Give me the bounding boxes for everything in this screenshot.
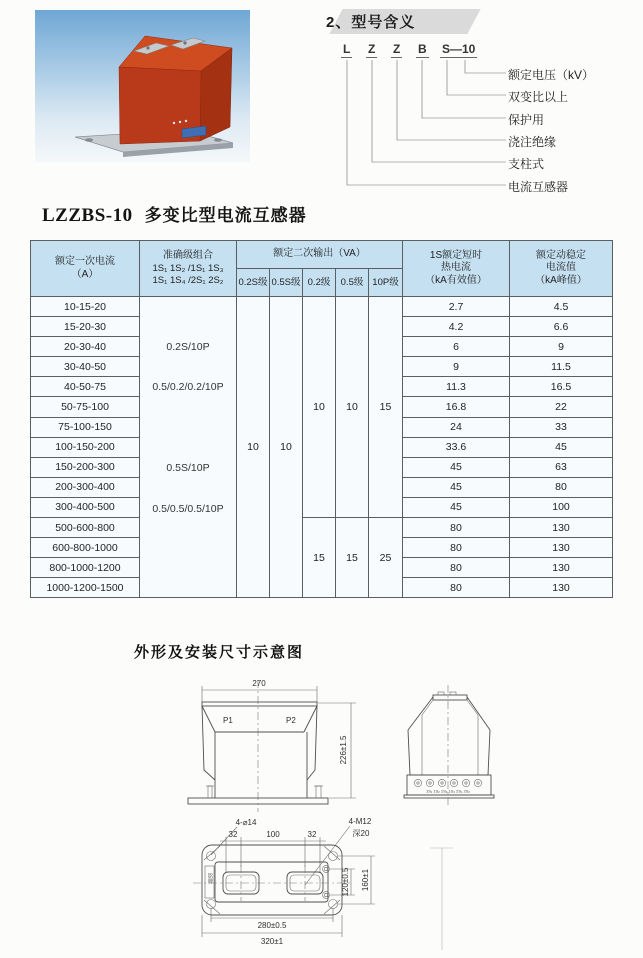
cell-dynamic-current: 130 <box>510 518 613 538</box>
side-view-drawing <box>392 680 507 810</box>
table-row <box>31 297 613 317</box>
label-rated-voltage: 额定电压（kV） <box>508 68 595 82</box>
drawing-title: 外形及安装尺寸示意图 <box>134 644 305 661</box>
cell-dynamic-current: 130 <box>510 578 613 598</box>
nameplate-label: 铭牌 <box>206 873 213 884</box>
secondary-terminal <box>185 120 187 122</box>
label-protection: 保护用 <box>508 113 545 127</box>
cell-primary-current: 15-20-30 <box>31 317 140 337</box>
dim-corner-holes: 4-⌀14 <box>235 818 257 827</box>
dim-120: 120±0.5 <box>341 867 350 897</box>
cell-dynamic-current: 22 <box>510 397 613 417</box>
dim-32-left: 32 <box>228 830 238 839</box>
cell-dynamic-current: 130 <box>510 538 613 558</box>
cell-output-02s: 10 <box>237 297 270 598</box>
code-letter-L: L <box>343 42 351 56</box>
header-line: （A） <box>71 268 99 280</box>
dim-32-right: 32 <box>307 830 317 839</box>
cell-primary-current: 50-75-100 <box>31 397 140 417</box>
header-line: 1S₁ 1S₂ /1S₁ 1S₃ <box>152 262 224 274</box>
header-line: （kA有效值） <box>425 274 487 286</box>
dim-280: 280±0.5 <box>257 921 287 930</box>
spec-table <box>30 240 613 598</box>
cell-thermal-current: 80 <box>403 578 510 598</box>
cell-thermal-current: 24 <box>403 417 510 437</box>
table-row <box>31 518 613 538</box>
dim-320: 320±1 <box>260 937 284 946</box>
header-class-10p: 10P级 <box>369 269 403 297</box>
cell-primary-current: 300-400-500 <box>31 497 140 517</box>
cell-thermal-current: 2.7 <box>403 297 510 317</box>
code-connector-lines <box>322 6 643 202</box>
mounting-hole <box>85 138 93 142</box>
header-line: 1S额定短时 <box>429 249 483 261</box>
cell-dynamic-current: 16.5 <box>510 377 613 397</box>
section-heading <box>42 201 307 227</box>
cell-thermal-current: 4.2 <box>403 317 510 337</box>
header-line: 额定一次电流 <box>55 256 115 267</box>
cell-thermal-current: 33.6 <box>403 437 510 457</box>
cell-dynamic-current: 100 <box>510 497 613 517</box>
header-line: 额定动稳定 <box>536 249 587 261</box>
dim-100: 100 <box>266 830 280 839</box>
cell-dynamic-current: 80 <box>510 477 613 497</box>
label-post-type: 支柱式 <box>508 157 545 171</box>
header-line: 准确级组合 <box>163 250 213 262</box>
header-line: 热电流 <box>441 262 472 274</box>
secondary-terminal <box>173 122 175 124</box>
code-letter-Z2: Z <box>393 42 401 56</box>
cell-output-05: 10 <box>336 297 369 518</box>
cell-primary-current: 20-30-40 <box>31 337 140 357</box>
accuracy-combo: 0.5S/10P <box>166 462 210 475</box>
accuracy-combo: 0.5/0.2/0.2/10P <box>152 381 224 394</box>
cell-dynamic-current: 130 <box>510 558 613 578</box>
cell-thermal-current: 9 <box>403 357 510 377</box>
cell-primary-current: 30-40-50 <box>31 357 140 377</box>
cell-dynamic-current: 33 <box>510 417 613 437</box>
accuracy-combo: 0.2S/10P <box>166 340 210 353</box>
cell-thermal-current: 80 <box>403 558 510 578</box>
cell-output-05: 15 <box>336 518 369 598</box>
dim-thread: 4-M12 <box>348 817 372 826</box>
label-dual-ratio: 双变比以上 <box>508 90 569 104</box>
header-line: （kA峰值） <box>535 274 587 286</box>
label-current-transformer: 电流互感器 <box>508 180 569 194</box>
header-class-05: 0.5级 <box>336 269 369 297</box>
header-row-1 <box>31 241 613 269</box>
model-meaning-title: 2、型号含义 <box>326 14 416 31</box>
cell-output-05s: 10 <box>270 297 303 598</box>
section-heading-text: 多变比型电流互感器 <box>144 206 307 225</box>
header-class-02s: 0.2S级 <box>237 269 270 297</box>
dim-height: 226±1.5 <box>339 735 348 765</box>
front-view-drawing <box>140 672 370 820</box>
cell-output-02: 15 <box>303 518 336 598</box>
cell-primary-current: 800-1000-1200 <box>31 558 140 578</box>
model-number: LZZBS-10 <box>42 205 133 226</box>
cell-primary-current: 150-200-300 <box>31 457 140 477</box>
header-dynamic-current <box>510 241 613 297</box>
header-output-group: 额定二次输出（VA） <box>237 241 403 269</box>
cell-dynamic-current: 45 <box>510 437 613 457</box>
cell-thermal-current: 6 <box>403 337 510 357</box>
mounting-hole <box>214 138 222 142</box>
cell-thermal-current: 80 <box>403 538 510 558</box>
header-line: 1S₁ 1S₄ /2S₁ 2S₂ <box>152 274 224 286</box>
cell-primary-current: 10-15-20 <box>31 297 140 317</box>
dim-thread-depth: 深20 <box>352 829 370 838</box>
cell-output-10p: 15 <box>369 297 403 518</box>
cell-dynamic-current: 9 <box>510 337 613 357</box>
accuracy-combo-list <box>140 297 236 597</box>
terminal-labels: 1S₁ 1S₂ 1S₃ 1S₄ 2S₁ 2S₂ <box>426 788 470 794</box>
cell-primary-current: 100-150-200 <box>31 437 140 457</box>
cell-dynamic-current: 11.5 <box>510 357 613 377</box>
product-photo <box>35 10 250 162</box>
cell-accuracy-combos <box>140 297 237 598</box>
cell-thermal-current: 11.3 <box>403 377 510 397</box>
cell-dynamic-current: 6.6 <box>510 317 613 337</box>
cell-thermal-current: 45 <box>403 497 510 517</box>
cell-output-10p: 25 <box>369 518 403 598</box>
bottom-view-drawing <box>145 815 455 958</box>
cell-dynamic-current: 63 <box>510 457 613 477</box>
cell-dynamic-current: 4.5 <box>510 297 613 317</box>
cell-output-02: 10 <box>303 297 336 518</box>
cell-primary-current: 40-50-75 <box>31 377 140 397</box>
cell-primary-current: 500-600-800 <box>31 518 140 538</box>
model-meaning-section <box>322 6 643 202</box>
code-letter-S10: S—10 <box>442 42 476 56</box>
header-primary-current <box>31 241 140 297</box>
cell-thermal-current: 45 <box>403 457 510 477</box>
cell-primary-current: 200-300-400 <box>31 477 140 497</box>
dim-width: 270 <box>252 679 266 688</box>
header-line: 电流值 <box>546 262 577 274</box>
cell-primary-current: 1000-1200-1500 <box>31 578 140 598</box>
terminal-bolt <box>183 41 186 44</box>
header-thermal-current <box>403 241 510 297</box>
secondary-terminal <box>179 121 181 123</box>
header-accuracy-combo <box>140 241 237 297</box>
cell-thermal-current: 16.8 <box>403 397 510 417</box>
accuracy-combo: 0.5/0.5/0.5/10P <box>152 502 224 515</box>
cell-primary-current: 600-800-1000 <box>31 538 140 558</box>
code-letter-Z1: Z <box>368 42 376 56</box>
terminal-p2: P2 <box>286 716 296 725</box>
code-letter-B: B <box>418 42 427 56</box>
terminal-bolt <box>146 46 149 49</box>
label-cast-insulation: 浇注绝缘 <box>508 135 557 149</box>
cell-primary-current: 75-100-150 <box>31 417 140 437</box>
header-class-02: 0.2级 <box>303 269 336 297</box>
cell-thermal-current: 45 <box>403 477 510 497</box>
spec-table-body <box>31 297 613 598</box>
dim-160: 160±1 <box>361 868 370 892</box>
terminal-p1: P1 <box>223 716 233 725</box>
header-class-05s: 0.5S级 <box>270 269 303 297</box>
cell-thermal-current: 80 <box>403 518 510 538</box>
